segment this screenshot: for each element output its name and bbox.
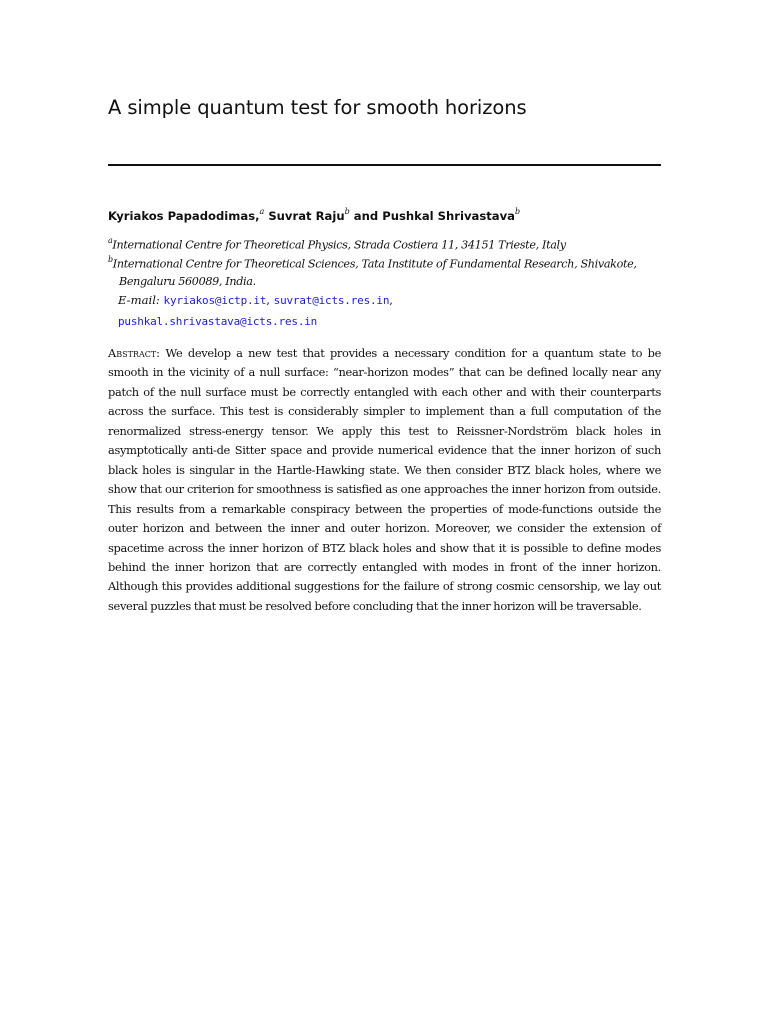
abstract-text: We develop a new test that provides a necessary condition for a quantum state to be smooth in the vicinity of a null surface: “near-horizon modes” that can be defined locally near any patch of the null surface must be correctly entangled with each other and with their counterparts across the surface. This test is considerably simpler to implement than a full computation of the renormalized stress-energy tensor. We apply this test to Reissner-Nordström black holes in asymptotically anti-de Sitter space and provide numerical evidence that the inner horizon of such black holes is singular in the Hartle-Hawking state. We then consider BTZ black holes, where we show that our criterion for smoothness is satisfied as one approaches the inner horizon from outside. This results from a remarkable conspiracy between the properties of mode-functions outside the outer horizon and between the inner and outer horizon. Moreover, we consider the extension of spacetime across the inner horizon of BTZ black holes and show that it is possible to define modes behind the inner horizon that are correctly entangled with modes in front of the inner horizon. Although this provides additional suggestions for the failure of strong cosmic censorship, we lay out several puzzles that must be resolved before concluding that the inner horizon will be traversable. (108, 346, 661, 613)
affiliation-text-line1: International Centre for Theoretical Sciences, Tata Institute of Fundamental Research, Shivakote, (112, 257, 637, 271)
abstract-label: Abstract: (108, 346, 161, 360)
author-name: Kyriakos Papadodimas, (108, 208, 260, 223)
affiliation-a (108, 233, 664, 254)
author-affiliation-mark: b (514, 207, 521, 216)
email-link[interactable]: pushkal.shrivastava@icts.res.in (118, 315, 318, 328)
email-link[interactable]: suvrat@icts.res.in (273, 294, 390, 307)
author-affiliation-mark: b (344, 207, 350, 216)
affiliation-text-line2: Bengaluru 560089, India. (119, 274, 256, 288)
author-joiner: and (353, 208, 379, 223)
affiliation-text: International Centre for Theoretical Physics, Strada Costiera 11, 34151 Trieste, Italy (112, 238, 566, 252)
affiliation-b (108, 252, 664, 290)
title-rule (108, 164, 661, 166)
email-label: E-mail: (118, 293, 160, 307)
paper-title: A simple quantum test for smooth horizons (108, 96, 527, 119)
author-name: Pushkal Shrivastava (382, 208, 515, 223)
email-link[interactable]: kyriakos@ictp.it (163, 294, 267, 307)
email-separator: , (266, 293, 270, 307)
email-separator: , (389, 293, 393, 307)
affiliation-mark: a (108, 236, 113, 245)
abstract (108, 344, 661, 616)
affiliation-mark: b (108, 255, 113, 264)
author-list (108, 208, 520, 223)
author-affiliation-mark: a (259, 207, 265, 216)
email-block (118, 290, 658, 332)
author-name: Suvrat Raju (268, 208, 345, 223)
